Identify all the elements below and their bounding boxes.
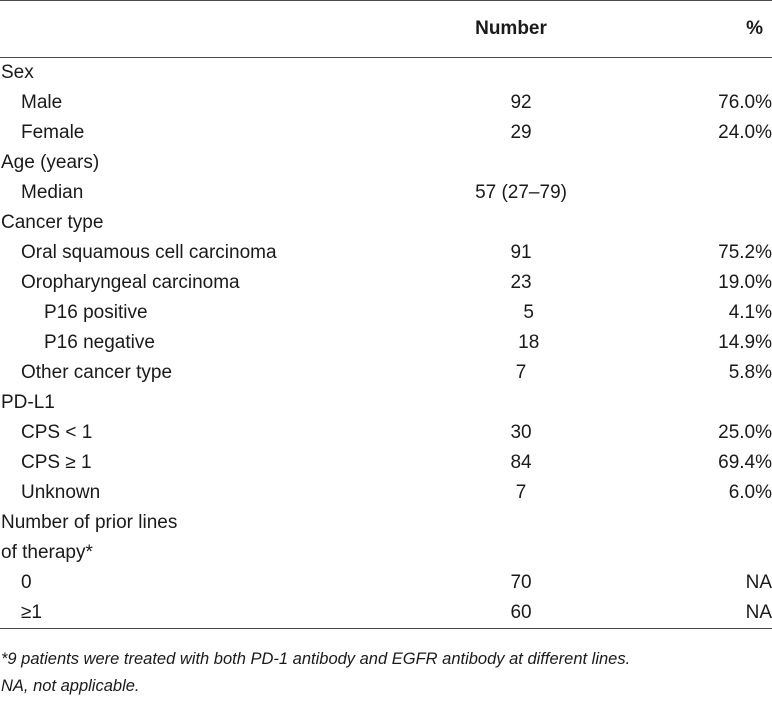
- row-percent: 6.0%: [728, 482, 772, 503]
- table-row: [0, 598, 772, 628]
- row-label: Sex: [1, 62, 34, 83]
- row-number: 29: [510, 122, 532, 143]
- row-label: 0: [21, 572, 32, 593]
- row-number: 84: [510, 452, 532, 473]
- table-row: [0, 58, 772, 88]
- row-percent: 19.0%: [718, 272, 772, 293]
- row-number: 7: [515, 482, 527, 503]
- row-label: Median: [21, 182, 84, 203]
- table-row: [0, 388, 772, 418]
- table-row: [0, 148, 772, 178]
- row-label: CPS < 1: [21, 422, 93, 443]
- row-percent: 14.9%: [718, 332, 772, 353]
- row-number: 23: [510, 272, 532, 293]
- header-number: Number: [475, 18, 547, 39]
- row-number: 5: [523, 302, 534, 323]
- table-row: [0, 208, 772, 238]
- row-number: 30: [510, 422, 532, 443]
- row-percent: 75.2%: [718, 242, 772, 263]
- table-row: [0, 448, 772, 478]
- row-label: CPS ≥ 1: [21, 452, 92, 473]
- row-percent: 69.4%: [718, 452, 772, 473]
- row-percent: 4.1%: [728, 302, 772, 323]
- row-label: Number of prior lines: [1, 512, 178, 533]
- row-label: P16 positive: [44, 302, 148, 323]
- row-percent: 5.8%: [728, 362, 772, 383]
- row-percent: NA: [745, 572, 772, 593]
- row-number: 7: [515, 362, 527, 383]
- footnote-line-2: NA, not applicable.: [1, 677, 140, 695]
- row-label: Age (years): [1, 152, 100, 173]
- table-row: [0, 508, 772, 538]
- table-row: [0, 178, 772, 208]
- table-row: [0, 418, 772, 448]
- row-label: Cancer type: [1, 212, 104, 233]
- header-percent: %: [746, 18, 763, 39]
- table-body: [0, 58, 772, 628]
- row-label: P16 negative: [44, 332, 155, 353]
- table-header: [0, 1, 772, 57]
- row-label: Unknown: [21, 482, 101, 503]
- row-label: Other cancer type: [21, 362, 173, 383]
- row-label: Oropharyngeal carcinoma: [21, 272, 240, 293]
- table-row: [0, 358, 772, 388]
- row-label: PD-L1: [1, 392, 55, 413]
- row-number: 70: [510, 572, 532, 593]
- bottom-rule: [0, 628, 772, 629]
- row-label: Oral squamous cell carcinoma: [21, 242, 277, 263]
- row-percent: 25.0%: [718, 422, 772, 443]
- row-label: Female: [21, 122, 85, 143]
- table-row: [0, 538, 772, 568]
- row-label: of therapy*: [1, 542, 93, 563]
- row-percent: 76.0%: [718, 92, 772, 113]
- footnote-line-1: *9 patients were treated with both PD-1 antibody and EGFR antibody at different lines.: [1, 650, 631, 668]
- table-row: [0, 298, 772, 328]
- table-row: [0, 268, 772, 298]
- table-row: [0, 118, 772, 148]
- row-percent: NA: [745, 602, 772, 623]
- table-row: [0, 478, 772, 508]
- table-row: [0, 328, 772, 358]
- table-footnote: [1, 646, 771, 700]
- row-number: 18: [518, 332, 540, 353]
- table-row: [0, 238, 772, 268]
- row-label: Male: [21, 92, 63, 113]
- row-label: ≥1: [21, 602, 42, 623]
- row-number: 92: [510, 92, 532, 113]
- row-number: 60: [510, 602, 532, 623]
- row-percent: 24.0%: [718, 122, 772, 143]
- row-number: 91: [510, 242, 532, 263]
- row-number: 57 (27–79): [475, 182, 567, 203]
- table-row: [0, 568, 772, 598]
- table-row: [0, 88, 772, 118]
